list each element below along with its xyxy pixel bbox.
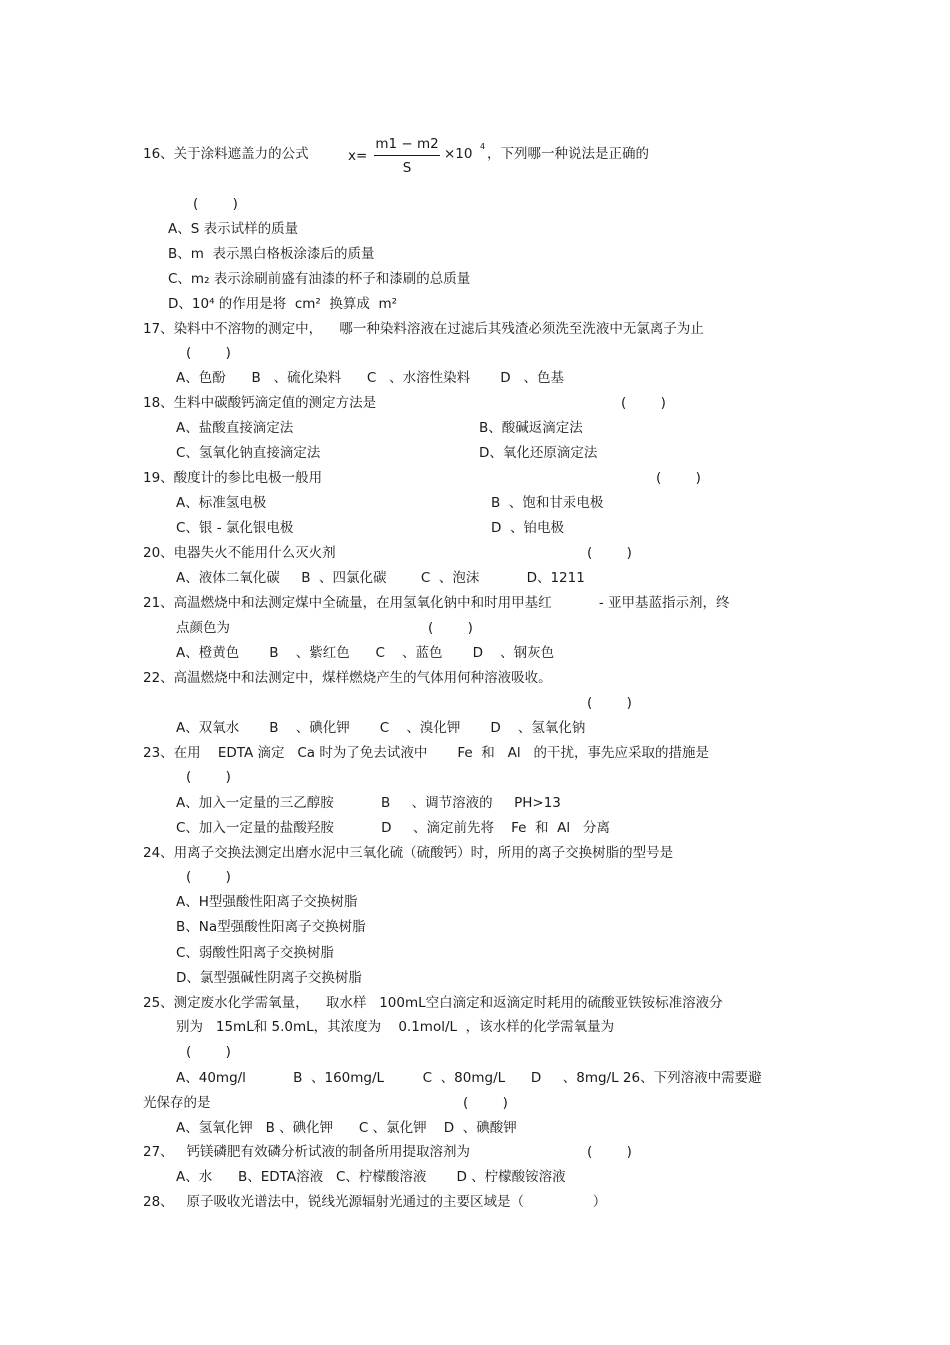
q26-blank: ( ) [463, 1095, 508, 1111]
q18-option-a: A、盐酸直接滴定法 [176, 420, 294, 436]
q20-blank: ( ) [587, 545, 632, 561]
q21-stem: 21、高温燃烧中和法测定煤中全硫量，在用氢氧化钠中和时用甲基红 - 亚甲基蓝指示剂，终 [143, 595, 730, 611]
q19-option-c: C、银 - 氯化银电极 [176, 520, 294, 536]
q16-exponent: 4 [480, 142, 486, 151]
q19-stem: 19、酸度计的参比电极一般用 [143, 470, 323, 486]
q18-blank: ( ) [621, 395, 666, 411]
q16-option-c: C、m₂ 表示涂刷前盛有油漆的杯子和漆刷的总质量 [168, 271, 471, 287]
q25-blank: ( ) [186, 1044, 231, 1060]
q23-stem: 23、在用 EDTA 滴定 Ca 时为了免去试液中 Fe 和 Al 的干扰，事先应采取的措施是 [143, 745, 710, 761]
q21-stem-continued: 点颜色为 [176, 620, 230, 636]
q22-blank: ( ) [587, 695, 632, 711]
q18-option-b: B、酸碱返滴定法 [479, 420, 583, 436]
q24-stem: 24、用离子交换法测定出磨水泥中三氧化硫（硫酸钙）时，所用的离子交换树脂的型号是 [143, 845, 674, 861]
q18-option-c: C、氢氧化钠直接滴定法 [176, 445, 321, 461]
q23-options-cd: C、加入一定量的盐酸羟胺 D 、滴定前先将 Fe 和 Al 分离 [176, 820, 611, 836]
q23-blank: ( ) [186, 769, 231, 785]
q19-option-d: D 、铂电极 [491, 520, 564, 536]
q24-option-c: C、弱酸性阳离子交换树脂 [176, 945, 334, 961]
q16-formula-lhs: x= [348, 148, 368, 164]
q24-option-a: A、H型强酸性阳离子交换树脂 [176, 894, 358, 910]
q21-blank: ( ) [428, 620, 473, 636]
q16-fraction [374, 136, 440, 176]
q16-blank: ( ) [193, 196, 238, 212]
q24-blank: ( ) [186, 869, 231, 885]
q16-option-d: D、10⁴ 的作用是将 cm² 换算成 m² [168, 296, 398, 312]
q16-numerator: m1 − m2 [375, 136, 439, 152]
q22-options: A、双氧水 B 、碘化钾 C 、溴化钾 D 、氢氧化钠 [176, 720, 586, 736]
q28-stem: 28、 原子吸收光谱法中，锐线光源辐射光通过的主要区域是（ ） [143, 1194, 607, 1210]
q24-option-b: B、Na型强酸性阳离子交换树脂 [176, 919, 366, 935]
q16-option-a: A、S 表示试样的质量 [168, 221, 299, 237]
q27-blank: ( ) [587, 1144, 632, 1160]
q22-stem: 22、高温燃烧中和法测定中，煤样燃烧产生的气体用何种溶液吸收。 [143, 670, 552, 686]
q20-stem: 20、电器失火不能用什么灭火剂 [143, 545, 336, 561]
q18-option-d: D、氧化还原滴定法 [479, 445, 598, 461]
q16-formula-tail: ×10 [444, 146, 473, 162]
q25-options: A、40mg/l B 、160mg/L C 、80mg/L D 、8mg/L 26、下列溶液中需要避 [176, 1070, 762, 1086]
q20-options: A、液体二氧化碳 B 、四氯化碳 C 、泡沫 D、1211 [176, 570, 585, 586]
q19-blank: ( ) [656, 470, 701, 486]
q27-options: A、水 B、EDTA溶液 C、柠檬酸溶液 D 、柠檬酸铵溶液 [176, 1169, 566, 1185]
q16-denominator: S [402, 160, 412, 176]
q16-option-b: B、m 表示黑白格板涂漆后的质量 [168, 246, 375, 262]
q26-options: A、氢氧化钾 B 、碘化钾 C 、氯化钾 D 、碘酸钾 [176, 1120, 517, 1136]
q18-stem: 18、生料中碳酸钙滴定值的测定方法是 [143, 395, 377, 411]
q27-stem: 27、 钙镁磷肥有效磷分析试液的制备所用提取溶剂为 [143, 1144, 471, 1160]
q23-options-ab: A、加入一定量的三乙醇胺 B 、调节溶液的 PH>13 [176, 795, 561, 811]
q17-options: A、色酚 B 、硫化染料 C 、水溶性染料 D 、色基 [176, 370, 564, 386]
q19-option-a: A、标准氢电极 [176, 495, 267, 511]
q25-stem-continued: 别为 15mL和 5.0mL，其浓度为 0.1mol/L ，该水样的化学需氧量为 [176, 1019, 615, 1035]
q16-tail: ，下列哪一种说法是正确的 [487, 146, 649, 162]
q16-stem: 16、关于涂料遮盖力的公式 [143, 146, 309, 162]
q21-options: A、橙黄色 B 、紫红色 C 、蓝色 D 、钢灰色 [176, 645, 555, 661]
q17-blank: ( ) [186, 345, 231, 361]
q16-fraction-bar [374, 155, 440, 156]
q19-option-b: B 、饱和甘汞电极 [491, 495, 604, 511]
q26-stem: 光保存的是 [143, 1095, 211, 1111]
q24-option-d: D、氯型强碱性阴离子交换树脂 [176, 970, 362, 986]
q17-stem: 17、染料中不溶物的测定中， 哪一种染料溶液在过滤后其残渣必须洗至洗液中无氯离子为止 [143, 321, 704, 337]
q25-stem: 25、测定废水化学需氧量， 取水样 100mL空白滴定和返滴定时耗用的硫酸亚铁铵标准溶液分 [143, 995, 723, 1011]
